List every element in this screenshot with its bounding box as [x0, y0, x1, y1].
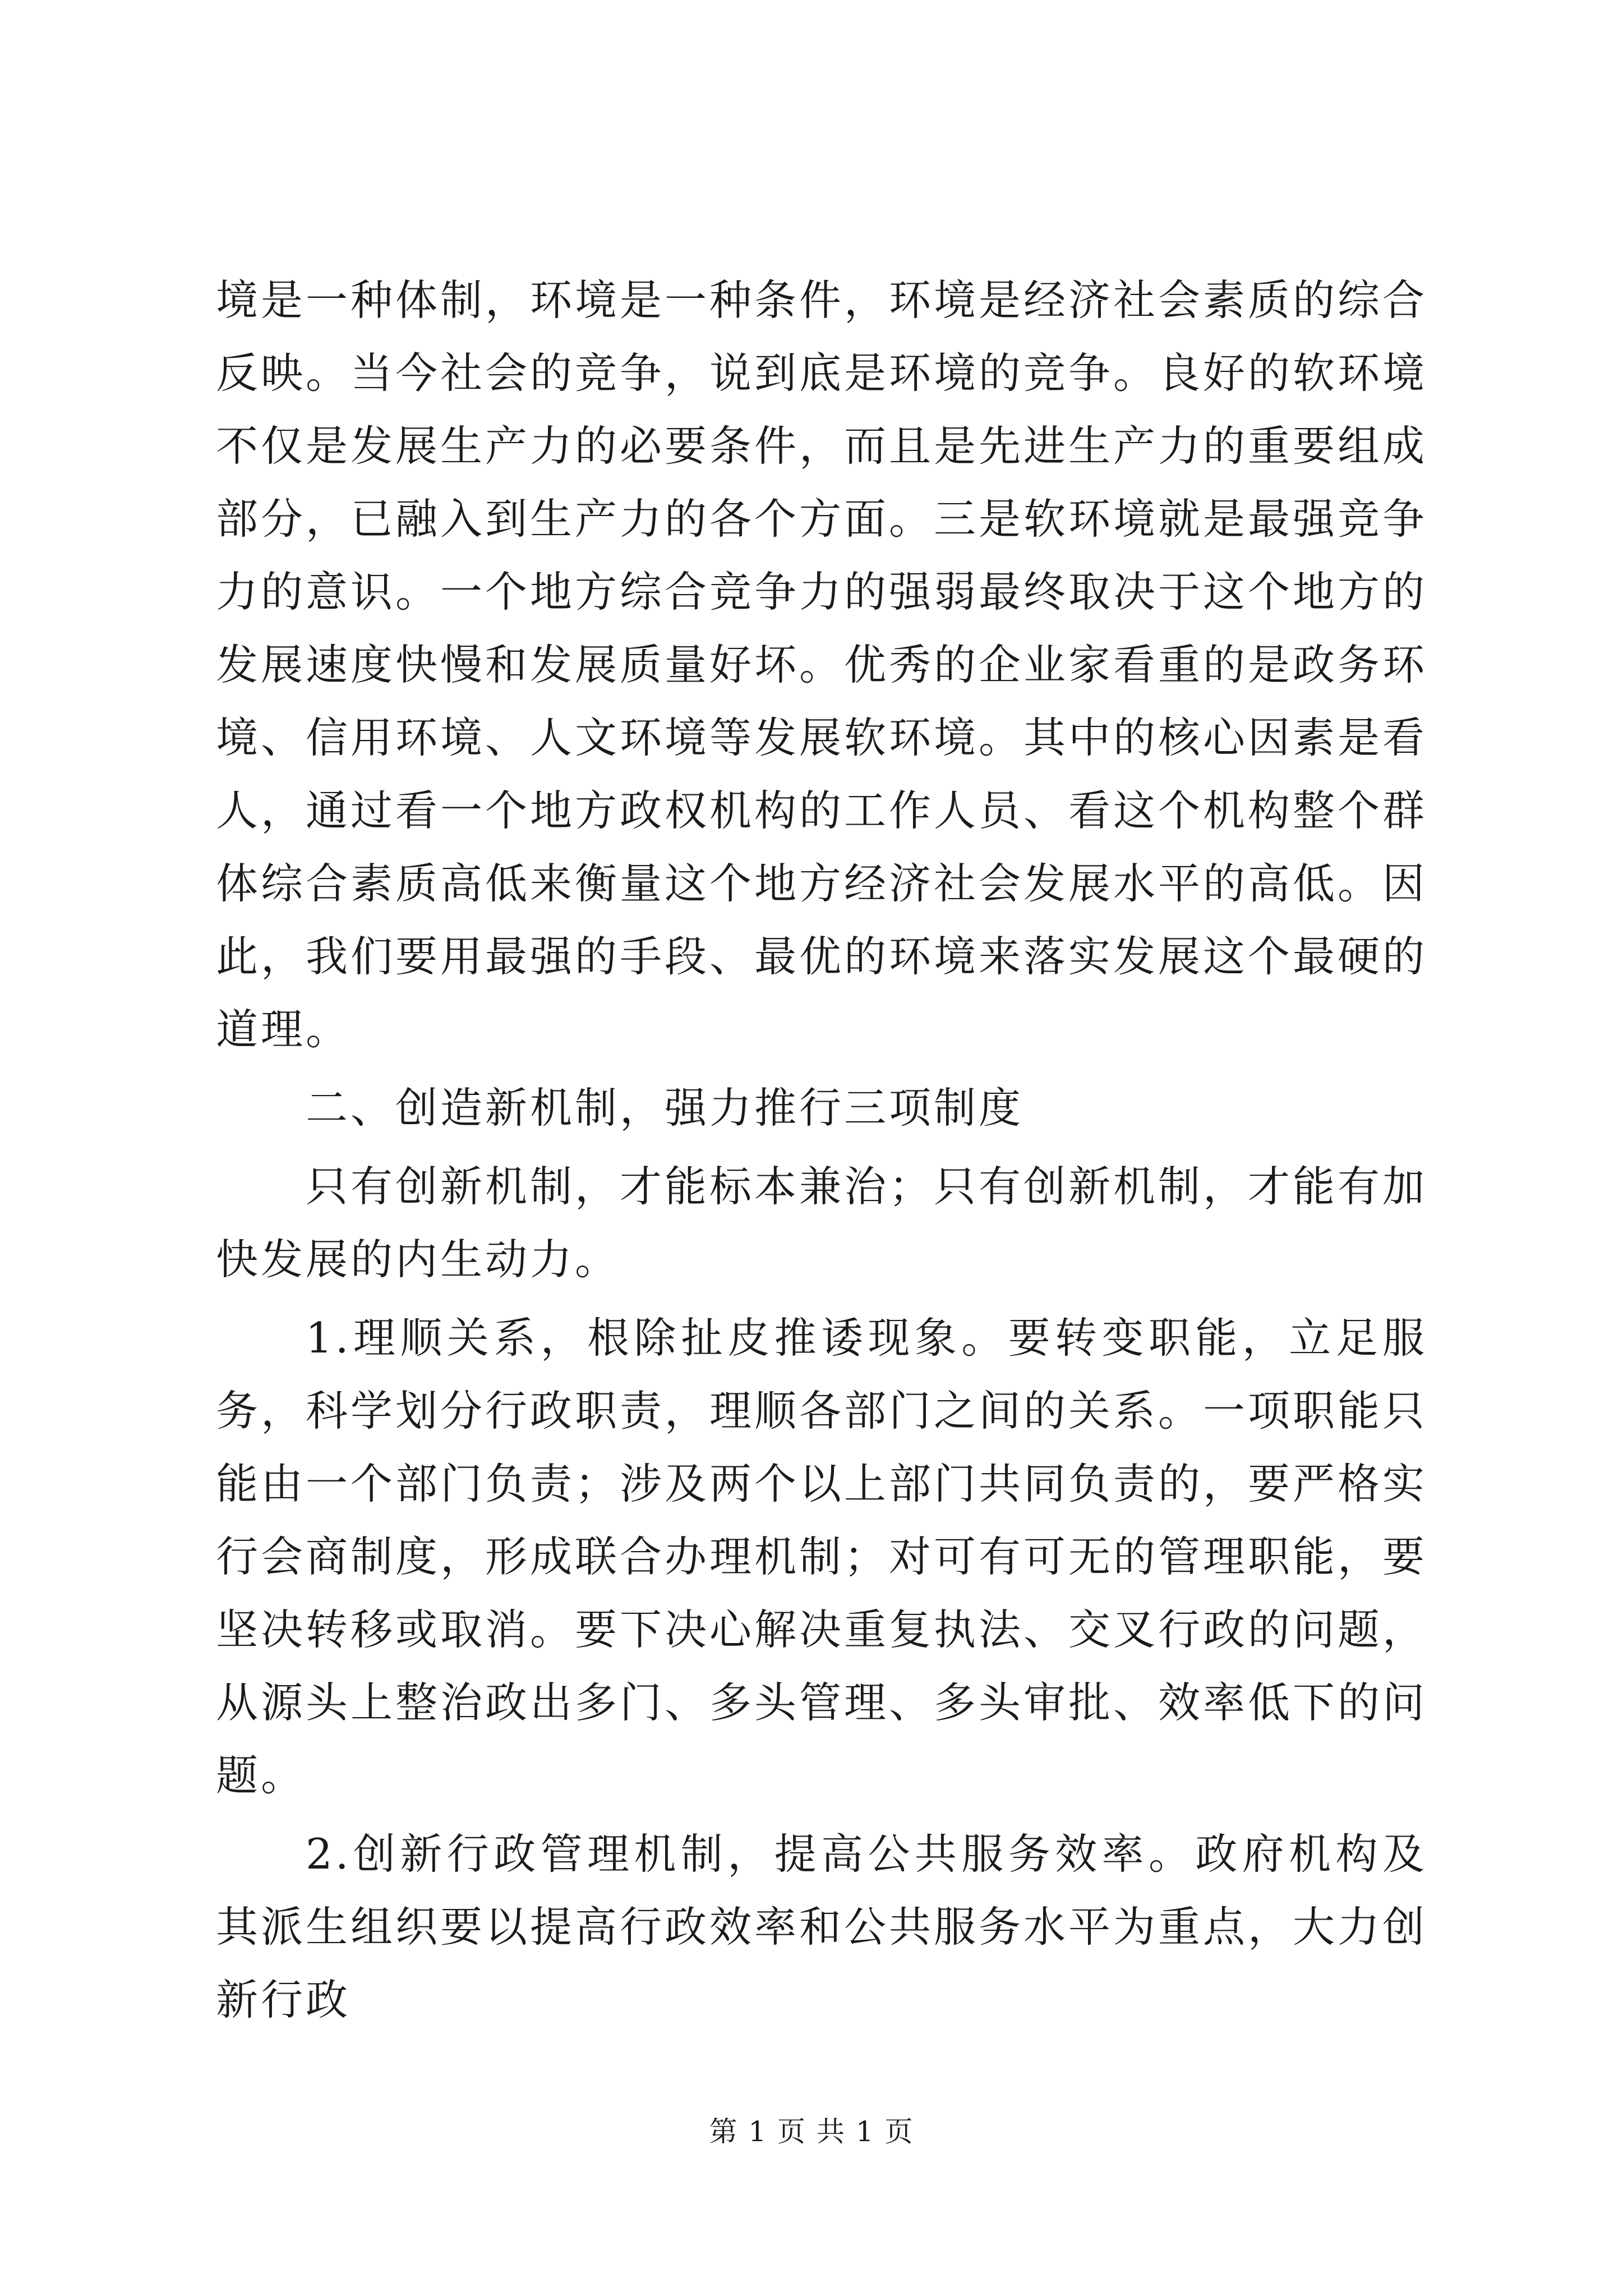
body-paragraph-1: 境是一种体制，环境是一种条件，环境是经济社会素质的综合反映。当今社会的竞争，说到底是环境的竞争。良好的软环境不仅是发展生产力的必要条件，而且是先进生产力的重要组成部分，已融入到生产力的各个方面。三是软环境就是最强竞争力的意识。一个地方综合竞争力的强弱最终取决于这个地方的发展速度快慢和发展质量好坏。优秀的企业家看重的是政务环境、信用环境、人文环境等发展软环境。其中的核心因素是看人，通过看一个地方政权机构的工作人员、看这个机构整个群体综合素质高低来衡量这个地方经济社会发展水平的高低。因此，我们要用最强的手段、最优的环境来落实发展这个最硬的道理。 [216, 275, 1428, 1054]
page-footer: 第 1 页 共 1 页 [709, 2115, 914, 2148]
body-paragraph-2: 只有创新机制，才能标本兼治；只有创新机制，才能有加快发展的内生动力。 [216, 1162, 1428, 1284]
document-body [216, 264, 1427, 2042]
body-paragraph-3: 1.理顺关系，根除扯皮推诿现象。要转变职能，立足服务，科学划分行政职责，理顺各部门之间的关系。一项职能只能由一个部门负责；涉及两个以上部门共同负责的，要严格实行会商制度，形成联合办理机制；对可有可无的管理职能，要坚决转移或取消。要下决心解决重复执法、交叉行政的问题，从源头上整治政出多门、多头管理、多头审批、效率低下的问题。 [216, 1313, 1428, 1800]
section-heading-2: 二、创造新机制，强力推行三项制度 [306, 1083, 1024, 1133]
body-paragraph-4: 2.创新行政管理机制，提高公共服务效率。政府机构及其派生组织要以提高行政效率和公共服务水平为重点，大力创新行政 [216, 1829, 1428, 2024]
